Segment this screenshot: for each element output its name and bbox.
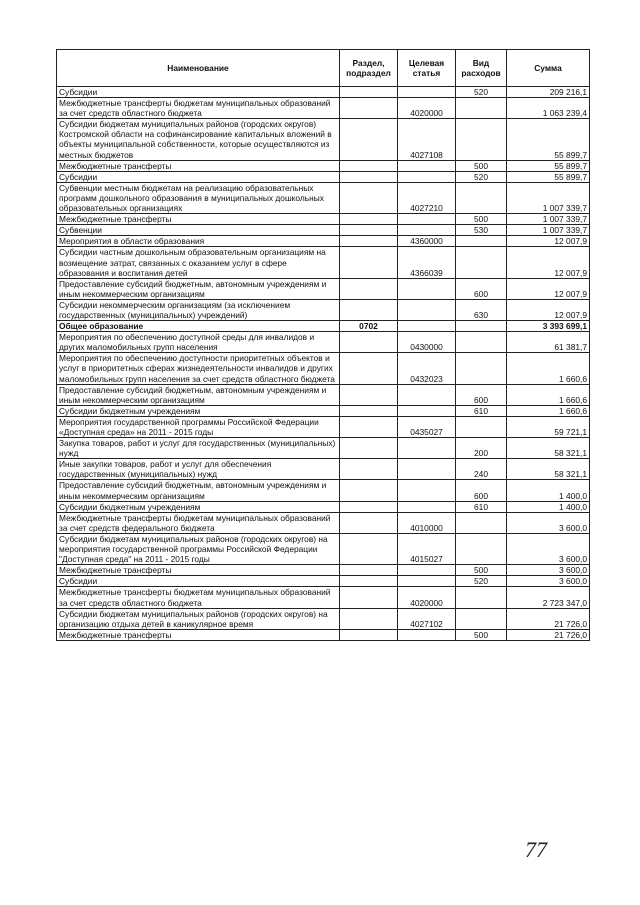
row-target	[398, 501, 456, 512]
row-name: Субвенции	[57, 225, 340, 236]
table-row	[57, 299, 590, 320]
header-section	[340, 50, 398, 87]
header-target	[398, 50, 456, 87]
row-name: Субсидии бюджетам муниципальных районов (городских округов) на мероприятия государственной программы Российской Федерации "Доступная среда" на 2011 - 2015 годы	[57, 533, 340, 564]
row-target	[398, 171, 456, 182]
row-section	[340, 171, 398, 182]
table-row	[57, 438, 590, 459]
table-row	[57, 171, 590, 182]
table-row	[57, 119, 590, 160]
row-amount: 209 216,1	[507, 87, 590, 98]
table-row	[57, 587, 590, 608]
row-name: Межбюджетные трансферты	[57, 160, 340, 171]
row-amount: 3 393 699,1	[507, 321, 590, 332]
row-amount: 12 007,9	[507, 247, 590, 278]
row-name: Субсидии бюджетным учреждениям	[57, 405, 340, 416]
budget-sheet	[56, 49, 589, 641]
row-type	[456, 236, 507, 247]
table-row	[57, 332, 590, 353]
row-name: Межбюджетные трансферты	[57, 629, 340, 640]
header-type-line1: Вид	[472, 58, 490, 68]
page-number: 77	[525, 837, 547, 862]
header-section-line1: Раздел,	[352, 58, 385, 68]
row-target: 4027102	[398, 608, 456, 629]
row-target	[398, 278, 456, 299]
row-type: 610	[456, 501, 507, 512]
row-amount: 1 660,6	[507, 384, 590, 405]
table-row	[57, 225, 590, 236]
row-amount: 1 007 339,7	[507, 214, 590, 225]
row-name: Субсидии некоммерческим организациям (за исключением государственных (муниципальных) учреждений)	[57, 299, 340, 320]
row-type: 200	[456, 438, 507, 459]
row-amount: 21 726,0	[507, 629, 590, 640]
table-row	[57, 98, 590, 119]
header-name: Наименование	[57, 50, 340, 87]
row-section	[340, 416, 398, 437]
row-amount: 61 381,7	[507, 332, 590, 353]
table-row	[57, 214, 590, 225]
row-target	[398, 629, 456, 640]
table-row	[57, 501, 590, 512]
row-amount: 58 321,1	[507, 438, 590, 459]
row-type: 630	[456, 299, 507, 320]
row-target: 0432023	[398, 353, 456, 384]
row-section	[340, 87, 398, 98]
row-section	[340, 405, 398, 416]
row-amount: 1 400,0	[507, 480, 590, 501]
row-section	[340, 225, 398, 236]
row-section	[340, 576, 398, 587]
row-type	[456, 332, 507, 353]
row-type	[456, 587, 507, 608]
row-name: Субсидии бюджетным учреждениям	[57, 501, 340, 512]
header-amount: Сумма	[507, 50, 590, 87]
row-type	[456, 533, 507, 564]
row-section	[340, 384, 398, 405]
row-section	[340, 512, 398, 533]
row-target: 4020000	[398, 98, 456, 119]
row-amount: 3 600,0	[507, 576, 590, 587]
row-name: Субвенции местным бюджетам на реализацию образовательных программ дошкольного образования в муниципальных дошкольных образовательных организациях	[57, 182, 340, 213]
row-section	[340, 501, 398, 512]
row-section	[340, 98, 398, 119]
table-row	[57, 384, 590, 405]
row-target	[398, 576, 456, 587]
row-section	[340, 438, 398, 459]
row-target	[398, 405, 456, 416]
row-name: Субсидии	[57, 576, 340, 587]
row-name: Межбюджетные трансферты бюджетам муниципальных образований за счет средств областного бюджета	[57, 98, 340, 119]
table-row	[57, 247, 590, 278]
row-amount: 55 899,7	[507, 119, 590, 160]
row-type	[456, 247, 507, 278]
row-target: 4015027	[398, 533, 456, 564]
table-row-section-total	[57, 321, 590, 332]
row-amount: 55 899,7	[507, 171, 590, 182]
row-name: Общее образование	[57, 321, 340, 332]
row-type	[456, 416, 507, 437]
header-type-line2: расходов	[461, 68, 501, 78]
row-section	[340, 480, 398, 501]
row-name: Субсидии бюджетам муниципальных районов (городских округов) Костромской области на софинансирование капитальных вложений в объекты муниципальной собственности, которые осуществляются из местных бюджетов	[57, 119, 340, 160]
table-row	[57, 416, 590, 437]
header-type	[456, 50, 507, 87]
row-name: Межбюджетные трансферты	[57, 565, 340, 576]
row-target: 4020000	[398, 587, 456, 608]
row-type	[456, 182, 507, 213]
row-section	[340, 236, 398, 247]
row-type: 500	[456, 214, 507, 225]
row-amount: 21 726,0	[507, 608, 590, 629]
table-row	[57, 576, 590, 587]
row-target: 4027210	[398, 182, 456, 213]
row-section	[340, 565, 398, 576]
table-row	[57, 182, 590, 213]
row-target	[398, 384, 456, 405]
header-target-line2: статья	[412, 68, 441, 78]
row-section	[340, 353, 398, 384]
row-target: 0435027	[398, 416, 456, 437]
row-type: 520	[456, 171, 507, 182]
row-type: 600	[456, 480, 507, 501]
row-type	[456, 353, 507, 384]
table-row	[57, 565, 590, 576]
row-amount: 1 007 339,7	[507, 182, 590, 213]
row-name: Предоставление субсидий бюджетным, автономным учреждениям и иным некоммерческим организациям	[57, 480, 340, 501]
row-amount: 3 600,0	[507, 533, 590, 564]
row-amount: 1 063 239,4	[507, 98, 590, 119]
row-name: Субсидии	[57, 87, 340, 98]
header-row	[57, 50, 590, 87]
row-target	[398, 565, 456, 576]
row-section: 0702	[340, 321, 398, 332]
row-section	[340, 533, 398, 564]
row-name: Мероприятия в области образования	[57, 236, 340, 247]
row-target	[398, 438, 456, 459]
row-section	[340, 587, 398, 608]
row-amount: 58 321,1	[507, 459, 590, 480]
row-name: Мероприятия по обеспечению доступности приоритетных объектов и услуг в приоритетных сферах жизнедеятельности инвалидов и других маломобильных групп населения за счет средств областного бюджета	[57, 353, 340, 384]
row-type: 500	[456, 629, 507, 640]
row-target	[398, 225, 456, 236]
row-name: Субсидии	[57, 171, 340, 182]
row-section	[340, 278, 398, 299]
row-type: 500	[456, 160, 507, 171]
row-name: Межбюджетные трансферты	[57, 214, 340, 225]
row-name: Субсидии бюджетам муниципальных районов (городских округов) на организацию отдыха детей в каникулярное время	[57, 608, 340, 629]
row-type: 520	[456, 576, 507, 587]
table-row	[57, 629, 590, 640]
row-name: Закупка товаров, работ и услуг для государственных (муниципальных) нужд	[57, 438, 340, 459]
row-amount: 1 660,6	[507, 353, 590, 384]
table-row	[57, 160, 590, 171]
table-row	[57, 512, 590, 533]
row-amount: 3 600,0	[507, 565, 590, 576]
row-amount: 12 007,9	[507, 278, 590, 299]
row-name: Предоставление субсидий бюджетным, автономным учреждениям и иным некоммерческим организациям	[57, 278, 340, 299]
table-row	[57, 278, 590, 299]
row-target: 4360000	[398, 236, 456, 247]
budget-table	[56, 49, 590, 641]
header-target-line1: Целевая	[408, 58, 445, 68]
row-type	[456, 119, 507, 160]
table-row	[57, 480, 590, 501]
row-target	[398, 321, 456, 332]
table-row	[57, 87, 590, 98]
row-type: 600	[456, 278, 507, 299]
row-name: Иные закупки товаров, работ и услуг для обеспечения государственных (муниципальных) нужд	[57, 459, 340, 480]
row-section	[340, 119, 398, 160]
row-name: Предоставление субсидий бюджетным, автономным учреждениям и иным некоммерческим организациям	[57, 384, 340, 405]
row-amount: 12 007,9	[507, 299, 590, 320]
row-target	[398, 214, 456, 225]
row-section	[340, 332, 398, 353]
row-section	[340, 214, 398, 225]
row-target: 4010000	[398, 512, 456, 533]
row-amount: 3 600,0	[507, 512, 590, 533]
row-type: 530	[456, 225, 507, 236]
row-amount: 12 007,9	[507, 236, 590, 247]
row-target	[398, 299, 456, 320]
row-section	[340, 629, 398, 640]
table-row	[57, 353, 590, 384]
row-type: 240	[456, 459, 507, 480]
row-type	[456, 321, 507, 332]
table-row	[57, 236, 590, 247]
row-name: Мероприятия государственной программы Российской Федерации «Доступная среда» на 2011 - 2015 годы	[57, 416, 340, 437]
row-section	[340, 160, 398, 171]
row-amount: 55 899,7	[507, 160, 590, 171]
row-target: 4027108	[398, 119, 456, 160]
row-type: 500	[456, 565, 507, 576]
row-section	[340, 608, 398, 629]
row-amount: 2 723 347,0	[507, 587, 590, 608]
row-target	[398, 160, 456, 171]
row-target: 4366039	[398, 247, 456, 278]
row-section	[340, 247, 398, 278]
row-target	[398, 87, 456, 98]
row-type	[456, 512, 507, 533]
row-type: 610	[456, 405, 507, 416]
row-type	[456, 608, 507, 629]
row-type	[456, 98, 507, 119]
row-amount: 1 007 339,7	[507, 225, 590, 236]
row-name: Межбюджетные трансферты бюджетам муниципальных образований за счет средств областного бюджета	[57, 587, 340, 608]
row-amount: 59 721,1	[507, 416, 590, 437]
row-type: 600	[456, 384, 507, 405]
header-section-line2: подраздел	[346, 68, 391, 78]
row-type: 520	[456, 87, 507, 98]
table-row	[57, 405, 590, 416]
row-target	[398, 459, 456, 480]
row-amount: 1 660,6	[507, 405, 590, 416]
row-amount: 1 400,0	[507, 501, 590, 512]
row-section	[340, 182, 398, 213]
row-target	[398, 480, 456, 501]
table-row	[57, 533, 590, 564]
row-section	[340, 299, 398, 320]
row-name: Субсидии частным дошкольным образовательным организациям на возмещение затрат, связанных с оказанием услуг в сфере образования и воспитания детей	[57, 247, 340, 278]
row-name: Межбюджетные трансферты бюджетам муниципальных образований за счет средств федерального бюджета	[57, 512, 340, 533]
row-name: Мероприятия по обеспечению доступной среды для инвалидов и других маломобильных групп населения	[57, 332, 340, 353]
table-row	[57, 608, 590, 629]
table-row	[57, 459, 590, 480]
row-section	[340, 459, 398, 480]
row-target: 0430000	[398, 332, 456, 353]
